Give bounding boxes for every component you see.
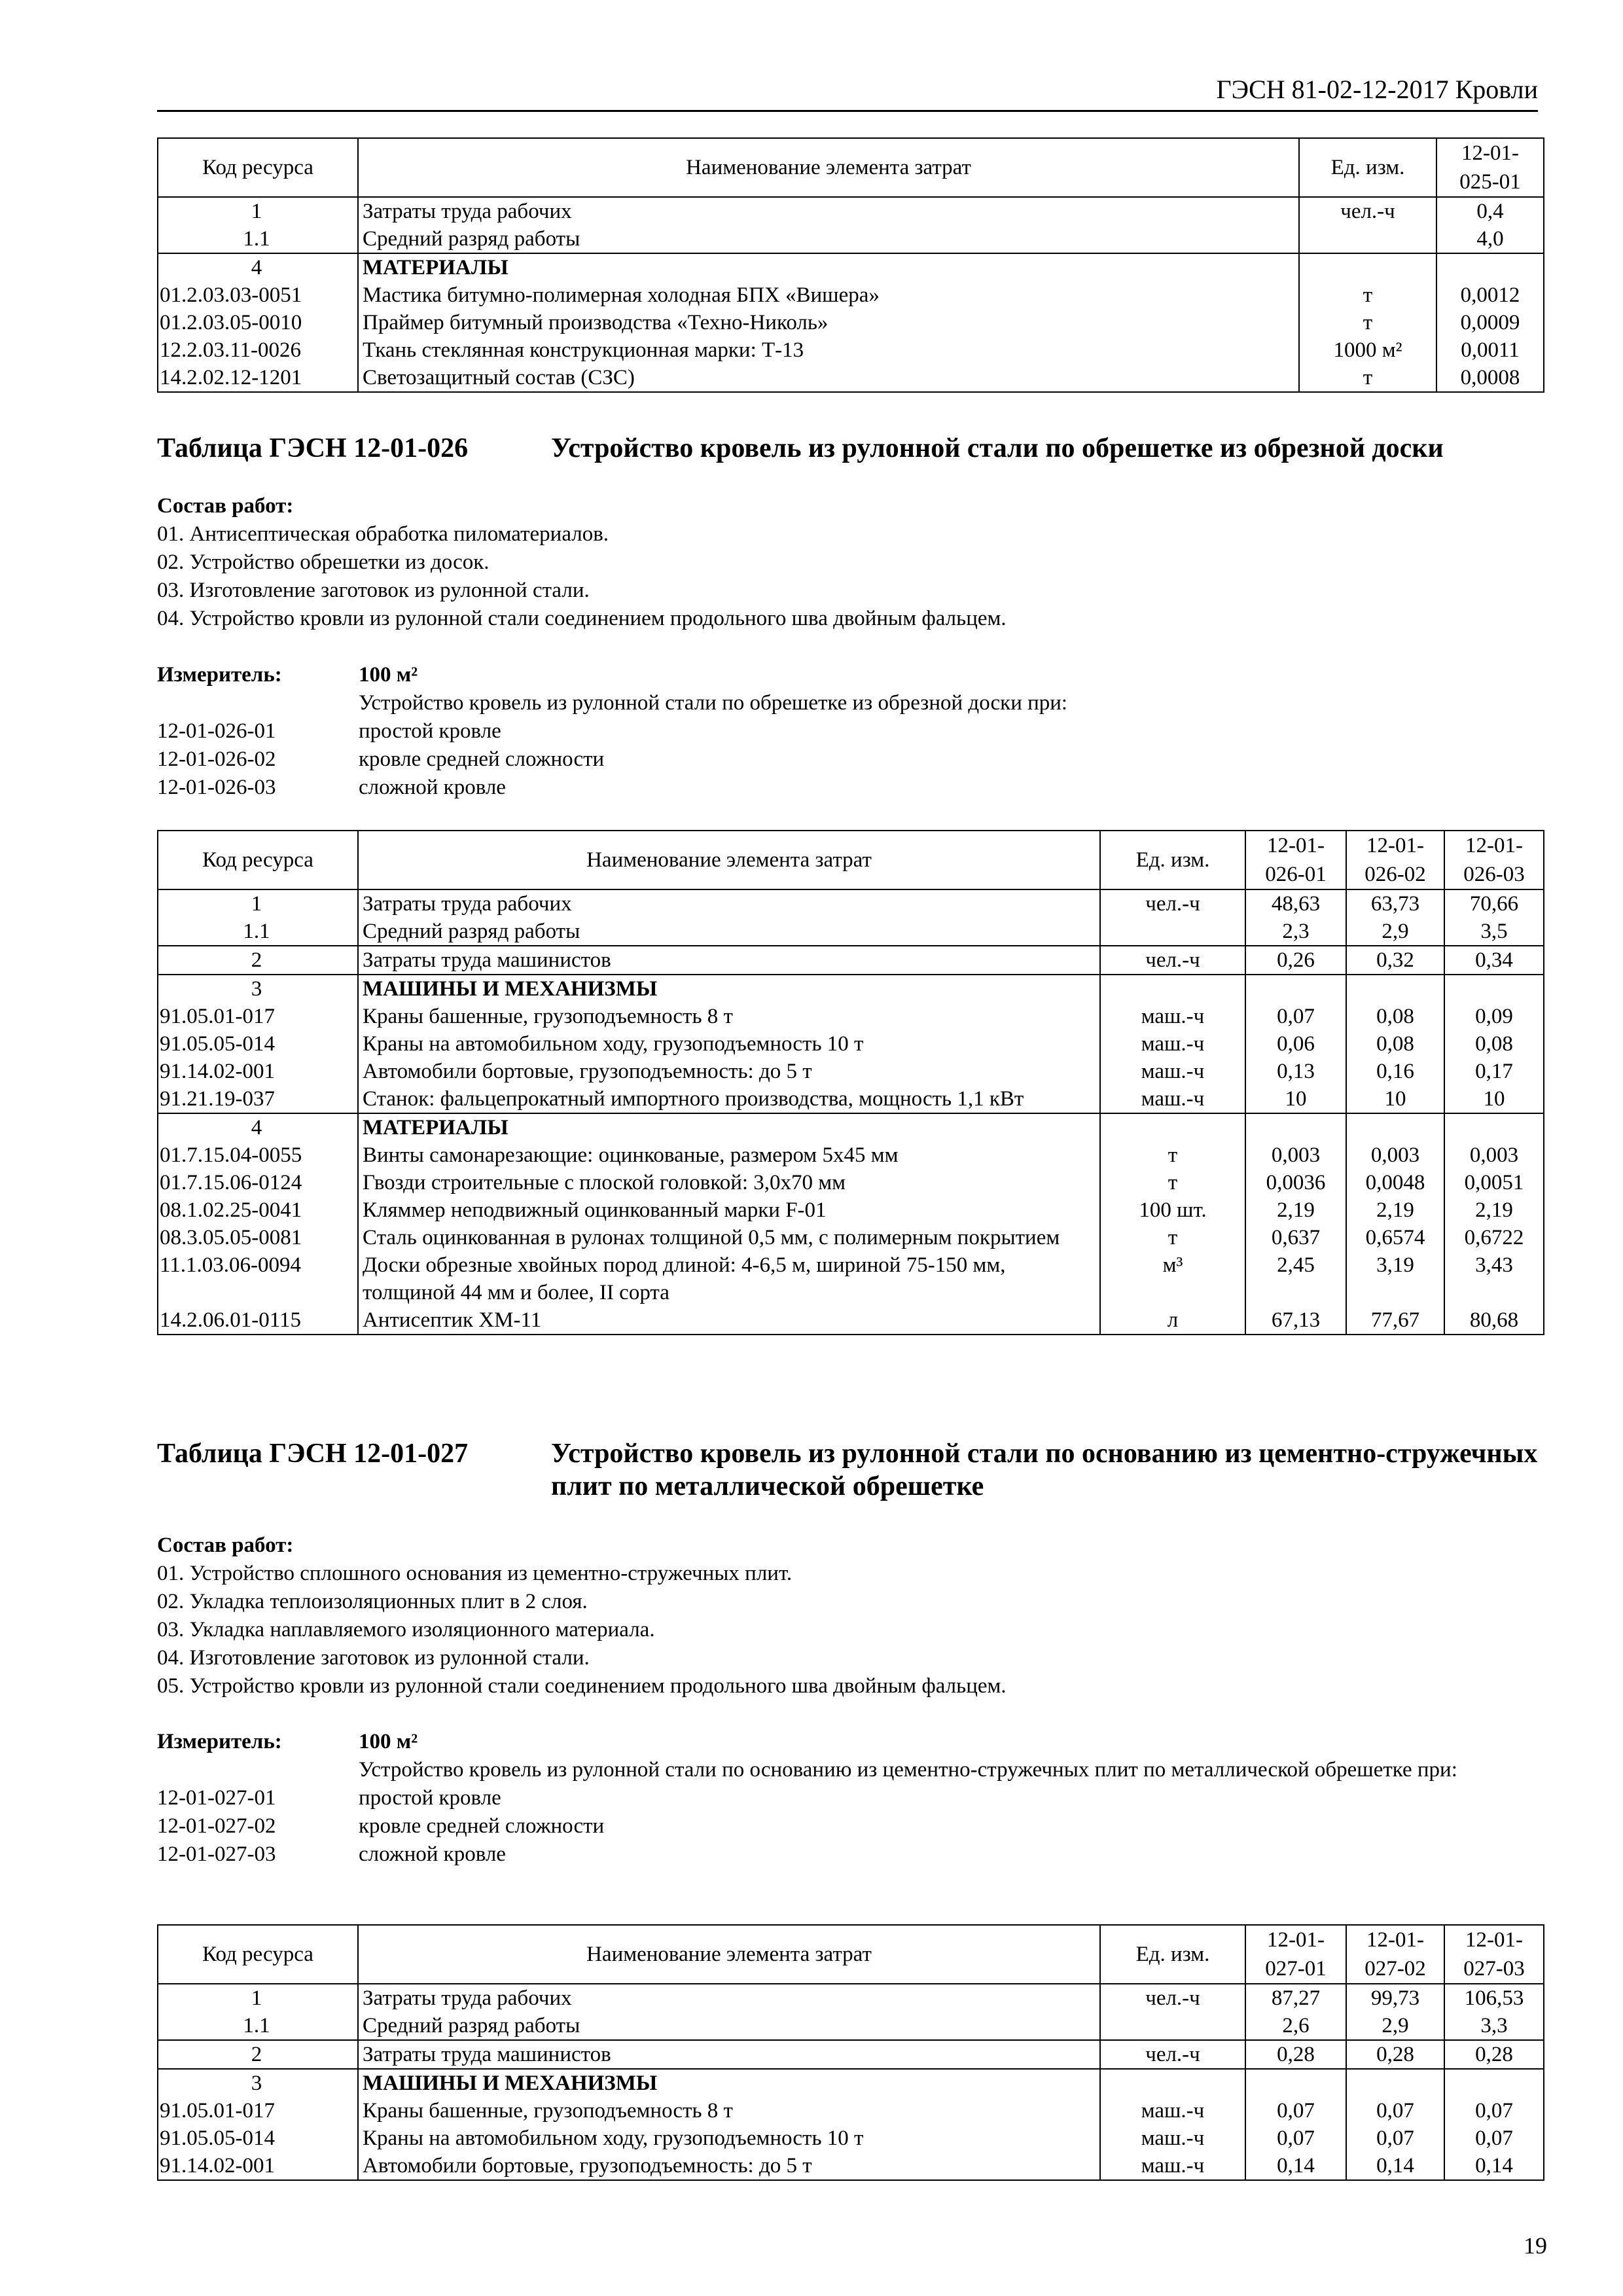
work-step: 01. Антисептическая обработка пиломатериалов. (157, 522, 609, 546)
resource-value: 0,14 (1444, 2152, 1544, 2180)
measure-item-code: 12-01-026-01 (157, 719, 276, 743)
resource-value: 87,27 (1245, 1984, 1346, 2012)
norm-code-line1: 12-01- (1465, 1928, 1523, 1952)
measure-item (157, 1784, 1538, 1812)
resource-value: 0,08 (1346, 1030, 1444, 1058)
resource-value: 0,637 (1245, 1224, 1346, 1251)
resource-value: 3,5 (1444, 918, 1544, 946)
resource-value: 67,13 (1245, 1306, 1346, 1335)
page-number: 19 (1524, 2233, 1547, 2259)
resource-value: 3,3 (1444, 2012, 1544, 2040)
resource-unit: 100 шт. (1100, 1196, 1245, 1224)
resource-value: 10 (1245, 1085, 1346, 1113)
table-row (158, 889, 1544, 918)
work-composition-027 (157, 1532, 1538, 1700)
table-row (158, 1251, 1544, 1306)
resource-code: 14.2.06.01-0115 (158, 1306, 358, 1335)
resource-value: 70,66 (1444, 889, 1544, 918)
resource-code: 91.21.19-037 (158, 1085, 358, 1113)
resource-value (1444, 1113, 1544, 1141)
measure-item (157, 1812, 1538, 1840)
table-row (158, 975, 1544, 1003)
resource-name: Кляммер неподвижный оцинкованный марки F-01 (358, 1196, 1100, 1224)
resource-value: 0,4 (1436, 197, 1544, 225)
resource-value: 0,07 (1346, 2097, 1444, 2125)
resource-value: 2,6 (1245, 2012, 1346, 2040)
table-caption: Устройство кровель из рулонной стали по основанию из цементно-стружечных плит по металлической обрешетке (551, 1439, 1538, 1501)
table-row (158, 2012, 1544, 2040)
work-step: 01. Устройство сплошного основания из цементно-стружечных плит. (157, 1562, 793, 1585)
table-row (158, 918, 1544, 946)
resource-value: 4,0 (1436, 225, 1544, 253)
resource-name: Затраты труда рабочих (358, 197, 1299, 225)
norm-code-line2: 025-01 (1459, 170, 1521, 194)
resource-unit: л (1100, 1306, 1245, 1335)
resource-unit (1100, 975, 1245, 1003)
work-step: 02. Укладка теплоизоляционных плит в 2 слоя. (157, 1590, 588, 1613)
col-header-norm (1346, 1925, 1444, 1984)
resource-name: Гвозди строительные с плоской головкой: 3,0х70 мм (358, 1169, 1100, 1196)
resource-code: 1.1 (158, 2012, 358, 2040)
resource-code: 1.1 (158, 918, 358, 946)
resource-value (1436, 253, 1544, 281)
work-composition-label: Состав работ: (157, 1534, 294, 1557)
measure-item-text: кровле средней сложности (359, 747, 605, 771)
norm-code-line1: 12-01- (1267, 1928, 1325, 1952)
table-row (158, 946, 1544, 975)
resource-table-025 (157, 137, 1544, 393)
resource-value: 0,07 (1245, 2125, 1346, 2152)
resource-name: Антисептик ХМ-11 (358, 1306, 1100, 1335)
norm-code-line2: 027-03 (1463, 1957, 1525, 1981)
resource-name: Доски обрезные хвойных пород длиной: 4-6,5 м, шириной 75-150 мм, толщиной 44 мм и более, II сорта (358, 1251, 1100, 1306)
resource-value: 0,16 (1346, 1058, 1444, 1085)
measure-item-code: 12-01-026-03 (157, 776, 276, 799)
table-row (158, 281, 1544, 309)
col-header-norm (1245, 1925, 1346, 1984)
table-number: Таблица ГЭСН 12-01-026 (157, 433, 469, 463)
resource-unit: маш.-ч (1100, 2152, 1245, 2180)
resource-unit (1299, 225, 1436, 253)
resource-name: Станок: фальцепрокатный импортного производства, мощность 1,1 кВт (358, 1085, 1100, 1113)
norm-code-line2: 027-02 (1364, 1957, 1426, 1981)
col-header-norm (1436, 138, 1544, 197)
col-header-unit: Ед. изм. (1100, 1925, 1245, 1984)
col-header-name: Наименование элемента затрат (358, 1925, 1100, 1984)
measure-label: Измеритель: (157, 663, 282, 687)
resource-code: 3 (158, 975, 358, 1003)
resource-value: 77,67 (1346, 1306, 1444, 1335)
measure-description: Устройство кровель из рулонной стали по обрешетке из обрезной доски при: (359, 691, 1068, 715)
resource-value: 2,3 (1245, 918, 1346, 946)
resource-value: 0,07 (1346, 2125, 1444, 2152)
resource-code: 1 (158, 889, 358, 918)
resource-code: 1 (158, 197, 358, 225)
resource-unit: 1000 м² (1299, 336, 1436, 364)
work-step: 04. Изготовление заготовок из рулонной стали. (157, 1646, 590, 1670)
resource-value: 0,08 (1346, 1003, 1444, 1030)
resource-name: Затраты труда рабочих (358, 1984, 1100, 2012)
resource-unit: маш.-ч (1100, 1003, 1245, 1030)
resource-value (1346, 975, 1444, 1003)
resource-value: 0,0008 (1436, 364, 1544, 392)
resource-value: 10 (1444, 1085, 1544, 1113)
norm-code-line2: 026-02 (1364, 863, 1426, 886)
resource-value: 2,19 (1245, 1196, 1346, 1224)
resource-value: 99,73 (1346, 1984, 1444, 2012)
measure-item-code: 12-01-027-02 (157, 1814, 276, 1838)
resource-value: 2,45 (1245, 1251, 1346, 1306)
resource-code: 91.05.01-017 (158, 2097, 358, 2125)
table-caption: Устройство кровель из рулонной стали по обрешетке из обрезной доски (551, 433, 1444, 463)
col-header-unit: Ед. изм. (1299, 138, 1436, 197)
resource-code: 91.05.05-014 (158, 1030, 358, 1058)
resource-value: 0,003 (1444, 1141, 1544, 1169)
resource-value: 0,0036 (1245, 1169, 1346, 1196)
col-header-norm (1346, 831, 1444, 889)
col-header-code: Код ресурса (158, 138, 358, 197)
resource-code: 14.2.02.12-1201 (158, 364, 358, 392)
norm-code-line2: 026-03 (1463, 863, 1525, 886)
measure-item (157, 1840, 1538, 1869)
resource-code: 08.1.02.25-0041 (158, 1196, 358, 1224)
measure-block-027 (157, 1728, 1538, 1869)
norm-code-line1: 12-01- (1366, 834, 1424, 857)
table-row (158, 2040, 1544, 2069)
measure-description: Устройство кровель из рулонной стали по основанию из цементно-стружечных плит по металлической обрешетке при: (359, 1758, 1457, 1782)
work-composition-026 (157, 492, 1538, 633)
resource-name: МАТЕРИАЛЫ (358, 1113, 1100, 1141)
resource-code: 2 (158, 2040, 358, 2069)
resource-code: 91.14.02-001 (158, 2152, 358, 2180)
resource-value: 3,19 (1346, 1251, 1444, 1306)
resource-value: 0,07 (1245, 2097, 1346, 2125)
resource-value: 2,9 (1346, 918, 1444, 946)
resource-name: МАШИНЫ И МЕХАНИЗМЫ (358, 2069, 1100, 2097)
measure-unit: 100 м² (359, 663, 418, 687)
resource-value (1444, 2069, 1544, 2097)
resource-value: 0,0051 (1444, 1169, 1544, 1196)
table-row (158, 309, 1544, 336)
resource-code: 01.2.03.05-0010 (158, 309, 358, 336)
document-code: ГЭСН 81-02-12-2017 Кровли (1216, 75, 1538, 104)
resource-unit: т (1299, 281, 1436, 309)
resource-code: 01.7.15.06-0124 (158, 1169, 358, 1196)
work-step: 04. Устройство кровли из рулонной стали соединением продольного шва двойным фальцем. (157, 607, 1007, 630)
table-row (158, 225, 1544, 253)
resource-name: Краны башенные, грузоподъемность 8 т (358, 1003, 1100, 1030)
measure-item-text: простой кровле (359, 719, 501, 743)
table-number: Таблица ГЭСН 12-01-027 (157, 1439, 469, 1469)
resource-name: Праймер битумный производства «Техно-Николь» (358, 309, 1299, 336)
resource-value: 0,28 (1346, 2040, 1444, 2069)
measure-item (157, 774, 1538, 802)
resource-code: 91.05.01-017 (158, 1003, 358, 1030)
resource-value (1346, 1113, 1444, 1141)
resource-unit (1299, 253, 1436, 281)
resource-code: 1.1 (158, 225, 358, 253)
resource-code: 12.2.03.11-0026 (158, 336, 358, 364)
table-row (158, 1085, 1544, 1113)
resource-value: 0,07 (1245, 1003, 1346, 1030)
resource-value: 3,43 (1444, 1251, 1544, 1306)
resource-value: 0,06 (1245, 1030, 1346, 1058)
table-row (158, 1141, 1544, 1169)
table-row (158, 1169, 1544, 1196)
resource-value: 0,34 (1444, 946, 1544, 975)
resource-value: 0,13 (1245, 1058, 1346, 1085)
measure-item-code: 12-01-027-01 (157, 1786, 276, 1810)
resource-value: 0,07 (1444, 2125, 1544, 2152)
table-row (158, 364, 1544, 392)
resource-value: 0,14 (1245, 2152, 1346, 2180)
col-header-norm (1444, 1925, 1544, 1984)
measure-item (157, 745, 1538, 774)
resource-value: 2,19 (1444, 1196, 1544, 1224)
resource-value: 0,14 (1346, 2152, 1444, 2180)
resource-value: 0,17 (1444, 1058, 1544, 1085)
resource-value: 48,63 (1245, 889, 1346, 918)
resource-code: 11.1.03.06-0094 (158, 1251, 358, 1306)
table-row (158, 253, 1544, 281)
resource-name: Автомобили бортовые, грузоподъемность: до 5 т (358, 2152, 1100, 2180)
resource-unit (1100, 2012, 1245, 2040)
resource-value: 0,08 (1444, 1030, 1544, 1058)
resource-code: 1 (158, 1984, 358, 2012)
resource-value: 0,003 (1346, 1141, 1444, 1169)
resource-name: Винты самонарезающие: оцинкованые, размером 5х45 мм (358, 1141, 1100, 1169)
measure-item-code: 12-01-027-03 (157, 1842, 276, 1866)
resource-value: 10 (1346, 1085, 1444, 1113)
resource-code: 91.05.05-014 (158, 2125, 358, 2152)
measure-item-code: 12-01-026-02 (157, 747, 276, 771)
measure-item-text: сложной кровле (359, 776, 506, 799)
resource-value: 0,6574 (1346, 1224, 1444, 1251)
table-row (158, 2125, 1544, 2152)
resource-value (1245, 2069, 1346, 2097)
col-header-norm (1245, 831, 1346, 889)
resource-value: 2,19 (1346, 1196, 1444, 1224)
resource-unit: чел.-ч (1100, 889, 1245, 918)
norm-code-line1: 12-01- (1465, 834, 1523, 857)
resource-name: Средний разряд работы (358, 225, 1299, 253)
measure-item-text: кровле средней сложности (359, 1814, 605, 1838)
table-row (158, 1306, 1544, 1335)
work-step: 05. Устройство кровли из рулонной стали соединением продольного шва двойным фальцем. (157, 1674, 1007, 1698)
table-row (158, 1030, 1544, 1058)
page-header (157, 73, 1538, 112)
work-step: 03. Изготовление заготовок из рулонной стали. (157, 579, 590, 602)
resource-unit (1100, 2069, 1245, 2097)
resource-unit: чел.-ч (1100, 946, 1245, 975)
resource-value: 0,07 (1444, 2097, 1544, 2125)
resource-unit: маш.-ч (1100, 1030, 1245, 1058)
resource-name: Светозащитный состав (СЗС) (358, 364, 1299, 392)
resource-value: 0,26 (1245, 946, 1346, 975)
resource-name: Затраты труда рабочих (358, 889, 1100, 918)
table-row (158, 1984, 1544, 2012)
resource-value (1245, 1113, 1346, 1141)
resource-value: 0,0009 (1436, 309, 1544, 336)
resource-value: 0,0012 (1436, 281, 1544, 309)
resource-name: Средний разряд работы (358, 2012, 1100, 2040)
resource-value: 0,003 (1245, 1141, 1346, 1169)
measure-unit: 100 м² (359, 1730, 418, 1753)
resource-name: Ткань стеклянная конструкционная марки: Т-13 (358, 336, 1299, 364)
resource-unit: маш.-ч (1100, 1085, 1245, 1113)
resource-unit (1100, 918, 1245, 946)
resource-name: Затраты труда машинистов (358, 946, 1100, 975)
resource-name: Сталь оцинкованная в рулонах толщиной 0,5 мм, с полимерным покрытием (358, 1224, 1100, 1251)
resource-unit: т (1100, 1224, 1245, 1251)
resource-value: 106,53 (1444, 1984, 1544, 2012)
resource-value (1444, 975, 1544, 1003)
resource-name: Краны на автомобильном ходу, грузоподъемность 10 т (358, 2125, 1100, 2152)
resource-unit: маш.-ч (1100, 1058, 1245, 1085)
resource-value: 0,09 (1444, 1003, 1544, 1030)
table-row (158, 197, 1544, 225)
norm-code-line1: 12-01- (1461, 141, 1519, 165)
resource-name: Затраты труда машинистов (358, 2040, 1100, 2069)
resource-table-026 (157, 830, 1544, 1335)
resource-name: Краны башенные, грузоподъемность 8 т (358, 2097, 1100, 2125)
measure-item (157, 717, 1538, 745)
measure-item-text: простой кровле (359, 1786, 501, 1810)
resource-unit: чел.-ч (1299, 197, 1436, 225)
resource-code: 2 (158, 946, 358, 975)
norm-code-line1: 12-01- (1366, 1928, 1424, 1952)
col-header-code: Код ресурса (158, 1925, 358, 1984)
resource-value: 63,73 (1346, 889, 1444, 918)
table-row (158, 1058, 1544, 1085)
resource-table-027 (157, 1924, 1544, 2181)
resource-name: МАТЕРИАЛЫ (358, 253, 1299, 281)
resource-unit (1100, 1113, 1245, 1141)
table-row (158, 336, 1544, 364)
table-row (158, 1003, 1544, 1030)
resource-name: Мастика битумно-полимерная холодная БПХ «Вишера» (358, 281, 1299, 309)
resource-unit: чел.-ч (1100, 2040, 1245, 2069)
resource-name: МАШИНЫ И МЕХАНИЗМЫ (358, 975, 1100, 1003)
resource-value: 0,28 (1444, 2040, 1544, 2069)
norm-code-line2: 026-01 (1265, 863, 1327, 886)
resource-unit: т (1100, 1141, 1245, 1169)
resource-value (1245, 975, 1346, 1003)
resource-value (1346, 2069, 1444, 2097)
resource-name: Средний разряд работы (358, 918, 1100, 946)
resource-unit: маш.-ч (1100, 2097, 1245, 2125)
resource-unit: чел.-ч (1100, 1984, 1245, 2012)
resource-code: 01.7.15.04-0055 (158, 1141, 358, 1169)
table-row (158, 2069, 1544, 2097)
table-row (158, 1224, 1544, 1251)
resource-code: 3 (158, 2069, 358, 2097)
resource-value: 0,6722 (1444, 1224, 1544, 1251)
table-row (158, 2152, 1544, 2180)
resource-value: 0,0011 (1436, 336, 1544, 364)
resource-value: 2,9 (1346, 2012, 1444, 2040)
resource-unit: т (1100, 1169, 1245, 1196)
resource-unit: м³ (1100, 1251, 1245, 1306)
resource-value: 0,0048 (1346, 1169, 1444, 1196)
col-header-unit: Ед. изм. (1100, 831, 1245, 889)
resource-name: Краны на автомобильном ходу, грузоподъемность 10 т (358, 1030, 1100, 1058)
table-row (158, 1196, 1544, 1224)
norm-code-line1: 12-01- (1267, 834, 1325, 857)
resource-code: 4 (158, 1113, 358, 1141)
resource-code: 01.2.03.03-0051 (158, 281, 358, 309)
resource-value: 80,68 (1444, 1306, 1544, 1335)
col-header-code: Код ресурса (158, 831, 358, 889)
resource-unit: т (1299, 309, 1436, 336)
work-step: 03. Укладка наплавляемого изоляционного материала. (157, 1618, 655, 1641)
table-row (158, 1113, 1544, 1141)
work-composition-label: Состав работ: (157, 494, 294, 518)
resource-value: 0,32 (1346, 946, 1444, 975)
table-row (158, 2097, 1544, 2125)
measure-block-026 (157, 661, 1538, 802)
resource-unit: т (1299, 364, 1436, 392)
resource-name: Автомобили бортовые, грузоподъемность: до 5 т (358, 1058, 1100, 1085)
resource-code: 91.14.02-001 (158, 1058, 358, 1085)
resource-unit: маш.-ч (1100, 2125, 1245, 2152)
resource-code: 4 (158, 253, 358, 281)
measure-label: Измеритель: (157, 1730, 282, 1753)
measure-item-text: сложной кровле (359, 1842, 506, 1866)
col-header-norm (1444, 831, 1544, 889)
col-header-name: Наименование элемента затрат (358, 831, 1100, 889)
col-header-name: Наименование элемента затрат (358, 138, 1299, 197)
resource-code: 08.3.05.05-0081 (158, 1224, 358, 1251)
work-step: 02. Устройство обрешетки из досок. (157, 550, 490, 574)
resource-value: 0,28 (1245, 2040, 1346, 2069)
norm-code-line2: 027-01 (1265, 1957, 1327, 1981)
